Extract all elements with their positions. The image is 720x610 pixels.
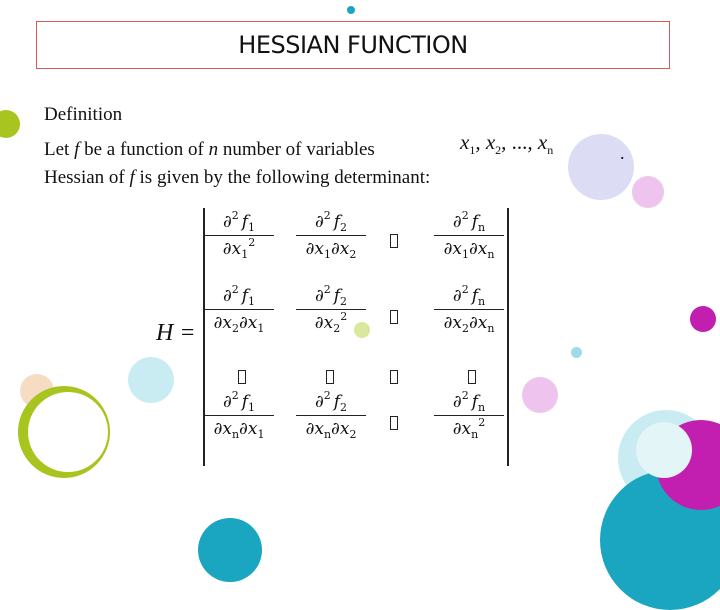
partial-symbol: ∂ (331, 239, 340, 259)
entry-numerator (434, 283, 504, 310)
var-ellipsis: ... (511, 130, 528, 154)
definition-heading: Definition (44, 104, 123, 125)
numerator-subscript: 1 (248, 221, 256, 234)
matrix-entry (204, 283, 274, 335)
numerator-f: f (241, 212, 249, 232)
denominator-subscript: 2 (461, 322, 469, 335)
line2-f: f (129, 167, 135, 188)
var-x1: x (460, 130, 470, 154)
entry-numerator (434, 389, 504, 416)
numerator-power: 2 (323, 389, 331, 402)
denominator-x: x (314, 239, 324, 259)
denominator-power: 2 (340, 310, 348, 323)
denominator-x: x (452, 313, 462, 333)
numerator-subscript: n (478, 221, 486, 234)
partial-symbol: ∂ (443, 313, 453, 333)
var-xn-sub: n (547, 143, 554, 158)
numerator-subscript: 1 (248, 401, 256, 414)
numerator-f: f (471, 392, 478, 412)
denominator-x: x (231, 239, 242, 259)
denominator-subscript: n (231, 428, 240, 441)
denominator-subscript: 2 (349, 248, 357, 261)
matrix-entry (434, 209, 504, 261)
numerator-f: f (241, 286, 249, 306)
decor-dot-top (347, 6, 355, 14)
decor-circle-white-br (636, 422, 692, 478)
denominator-x: x (477, 313, 488, 333)
definition-line-1 (44, 138, 375, 162)
numerator-subscript: 1 (248, 295, 256, 308)
numerator-f: f (241, 392, 249, 412)
denominator-subscript: n (487, 248, 495, 261)
numerator-f: f (333, 286, 341, 306)
numerator-power: 2 (231, 389, 239, 402)
numerator-subscript: n (478, 401, 486, 414)
numerator-power: 2 (461, 283, 469, 296)
denominator-subscript: n (323, 428, 332, 441)
partial-symbol: ∂ (468, 313, 478, 333)
denominator-subscript: 2 (333, 322, 341, 335)
entry-denominator (296, 310, 366, 333)
partial-symbol: ∂ (239, 313, 248, 333)
partial-symbol: ∂ (452, 212, 462, 232)
title-box (36, 21, 670, 69)
numerator-subscript: 2 (340, 221, 348, 234)
denominator-subscript: 2 (349, 428, 357, 441)
partial-symbol: ∂ (222, 212, 232, 232)
decor-circle-lime-left (0, 110, 20, 138)
decor-circle-pink-mid (522, 377, 558, 413)
partial-symbol: ∂ (452, 286, 462, 306)
denominator-subscript: 1 (257, 322, 265, 335)
line1-suffix: number of variables (218, 139, 375, 160)
page-title: HESSIAN FUNCTION (238, 31, 468, 59)
partial-symbol: ∂ (314, 392, 324, 412)
partial-symbol: ∂ (314, 212, 324, 232)
numerator-power: 2 (323, 209, 331, 222)
matrix-entry (434, 389, 504, 441)
matrix-entry (296, 209, 366, 261)
ellipsis-box-icon (390, 416, 398, 430)
numerator-power: 2 (461, 209, 469, 222)
ellipsis-box-icon (390, 310, 398, 324)
matrix-entry (296, 283, 366, 335)
entry-denominator (296, 236, 366, 259)
denominator-x: x (323, 313, 334, 333)
ellipsis-box-icon (238, 370, 246, 384)
denominator-x: x (222, 313, 232, 333)
numerator-f: f (333, 212, 341, 232)
var-x1-sub: 1 (469, 143, 476, 158)
line1-f: f (74, 139, 80, 160)
numerator-f: f (471, 212, 478, 232)
matrix-entry (434, 283, 504, 335)
decor-circle-white-overlay (28, 392, 108, 472)
variables-list (460, 130, 553, 158)
partial-symbol: ∂ (443, 239, 453, 259)
ellipsis-box-icon (326, 370, 334, 384)
denominator-x: x (477, 239, 488, 259)
entry-denominator (434, 416, 504, 439)
numerator-power: 2 (231, 283, 239, 296)
line1-middle: be a function of (79, 139, 209, 160)
decor-circle-pink-small (632, 176, 664, 208)
denominator-x: x (247, 419, 258, 439)
var-sep-1: , (475, 130, 486, 154)
decor-circle-teal-bottom (198, 518, 262, 582)
entry-denominator (434, 236, 504, 259)
hessian-matrix (150, 204, 520, 468)
trailing-dot: . (620, 143, 625, 163)
denominator-subscript: 1 (257, 428, 265, 441)
entry-numerator (434, 209, 504, 236)
partial-symbol: ∂ (222, 392, 232, 412)
var-x2: x (485, 130, 496, 154)
entry-numerator (204, 283, 274, 310)
entry-denominator (434, 310, 504, 333)
line1-n: n (208, 139, 219, 160)
numerator-f: f (333, 392, 341, 412)
partial-symbol: ∂ (314, 313, 324, 333)
partial-symbol: ∂ (305, 419, 315, 439)
matrix-label: H = (156, 320, 196, 346)
denominator-x: x (339, 239, 350, 259)
var-xn: x (537, 130, 548, 154)
entry-numerator (204, 389, 274, 416)
var-sep-2: , (501, 130, 512, 154)
entry-denominator (204, 236, 274, 259)
partial-symbol: ∂ (452, 392, 462, 412)
denominator-x: x (247, 313, 258, 333)
partial-symbol: ∂ (222, 239, 232, 259)
var-x2-sub: 2 (495, 143, 502, 158)
decor-circle-magenta (690, 306, 716, 332)
denominator-subscript: n (471, 428, 479, 441)
entry-denominator (204, 310, 274, 333)
denominator-power: 2 (478, 416, 486, 429)
denominator-x: x (452, 239, 462, 259)
partial-symbol: ∂ (239, 419, 248, 439)
entry-numerator (204, 209, 274, 236)
denominator-subscript: 1 (241, 248, 249, 261)
partial-symbol: ∂ (452, 419, 462, 439)
line2-suffix: is given by the following determinant: (134, 167, 431, 188)
line2-prefix: Hessian of (44, 167, 130, 188)
denominator-subscript: 2 (232, 322, 239, 335)
entry-numerator (296, 389, 366, 416)
partial-symbol: ∂ (468, 239, 478, 259)
ellipsis-box-icon (468, 370, 476, 384)
denominator-power: 2 (248, 236, 256, 249)
determinant-bar-right (507, 208, 509, 466)
partial-symbol: ∂ (213, 419, 223, 439)
entry-denominator (296, 416, 366, 439)
numerator-f: f (471, 286, 478, 306)
entry-numerator (296, 209, 366, 236)
decor-dot-cyan-small (571, 347, 582, 358)
denominator-x: x (461, 419, 472, 439)
partial-symbol: ∂ (222, 286, 232, 306)
numerator-power: 2 (323, 283, 331, 296)
matrix-entry (204, 389, 274, 441)
denominator-x: x (222, 419, 232, 439)
numerator-power: 2 (461, 389, 469, 402)
ellipsis-box-icon (390, 370, 398, 384)
partial-symbol: ∂ (331, 419, 340, 439)
partial-symbol: ∂ (314, 286, 324, 306)
matrix-entry (296, 389, 366, 441)
line1-prefix: Let (44, 139, 75, 160)
entry-numerator (296, 283, 366, 310)
ellipsis-box-icon (390, 234, 398, 248)
numerator-subscript: 2 (340, 295, 348, 308)
denominator-subscript: 1 (324, 248, 331, 261)
partial-symbol: ∂ (213, 313, 223, 333)
var-sep-3: , (527, 130, 538, 154)
denominator-x: x (339, 419, 350, 439)
partial-symbol: ∂ (305, 239, 315, 259)
denominator-x: x (314, 419, 324, 439)
denominator-subscript: 1 (461, 248, 469, 261)
matrix-entry (204, 209, 274, 261)
denominator-subscript: n (487, 322, 495, 335)
definition-line-2 (44, 166, 430, 190)
entry-denominator (204, 416, 274, 439)
numerator-subscript: 2 (340, 401, 348, 414)
numerator-power: 2 (231, 209, 239, 222)
numerator-subscript: n (478, 295, 486, 308)
